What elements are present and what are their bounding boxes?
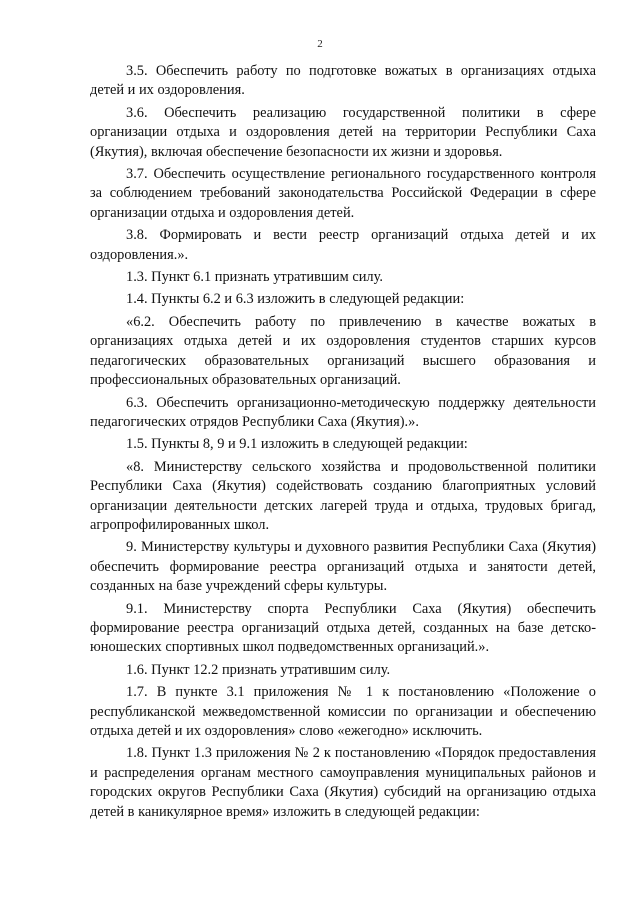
paragraph-3-5: 3.5. Обеспечить работу по подготовке вожатых в организациях отдыха детей и их оздоровления.: [90, 63, 596, 99]
paragraph-9-1: 9.1. Министерству спорта Республики Саха (Якутия) обеспечить формирование реестра организаций отдыха детей, созданных на базе детско-юношеских спортивных школ подведомственных организаций.».: [90, 600, 596, 656]
paragraph-1-8: 1.8. Пункт 1.3 приложения № 2 к постановлению «Порядок предоставления и распределения органам местного самоуправления муниципальных районов и городских округов Республики Саха (Якутия) субсидий на организацию отдыха детей в каникулярное время» изложить в следующей редакции:: [90, 745, 596, 820]
paragraph-1-4: 1.4. Пункты 6.2 и 6.3 изложить в следующей редакции:: [126, 291, 465, 308]
document-body: [90, 62, 596, 822]
paragraph-1-6: 1.6. Пункт 12.2 признать утратившим силу.: [126, 661, 391, 678]
paragraph-6-3: 6.3. Обеспечить организационно-методическую поддержку деятельности педагогических отрядов Республики Саха (Якутия).».: [90, 394, 596, 430]
paragraph-8: «8. Министерству сельского хозяйства и продовольственной политики Республики Саха (Якутия) содействовать созданию благоприятных условий организации деятельности детских лагерей труда и отдыха, трудовых бригад, агропрофилированных школ.: [90, 458, 596, 533]
paragraph-3-6: 3.6. Обеспечить реализацию государственной политики в сфере организации отдыха и оздоровления детей на территории Республики Саха (Якутия), включая обеспечение безопасности их жизни и здоровья.: [90, 104, 596, 160]
paragraph-6-2: «6.2. Обеспечить работу по привлечению в качестве вожатых в организациях отдыха детей и их оздоровления студентов старших курсов педагогических образовательных организаций высшего образования и профессиональных образовательных организаций.: [90, 313, 596, 389]
paragraph-1-3: 1.3. Пункт 6.1 признать утратившим силу.: [126, 269, 383, 286]
paragraph-1-7: 1.7. В пункте 3.1 приложения № 1 к постановлению «Положение о республиканской межведомственной комиссии по организации и обеспечению отдыха детей и их оздоровления» слово «ежегодно» исключить.: [90, 684, 596, 739]
paragraph-3-7: 3.7. Обеспечить осуществление регионального государственного контроля за соблюдением требований законодательства Российской Федерации в сфере организации отдыха и оздоровления детей.: [90, 166, 596, 221]
paragraph-9: 9. Министерству культуры и духовного развития Республики Саха (Якутия) обеспечить формирование реестра организаций отдыха и занятости детей, созданных на базе учреждений сферы культуры.: [90, 539, 596, 595]
page-number: 2: [317, 38, 323, 50]
paragraph-3-8: 3.8. Формировать и вести реестр организаций отдыха детей и их оздоровления.».: [90, 227, 596, 263]
paragraph-1-5: 1.5. Пункты 8, 9 и 9.1 изложить в следующей редакции:: [126, 436, 468, 453]
